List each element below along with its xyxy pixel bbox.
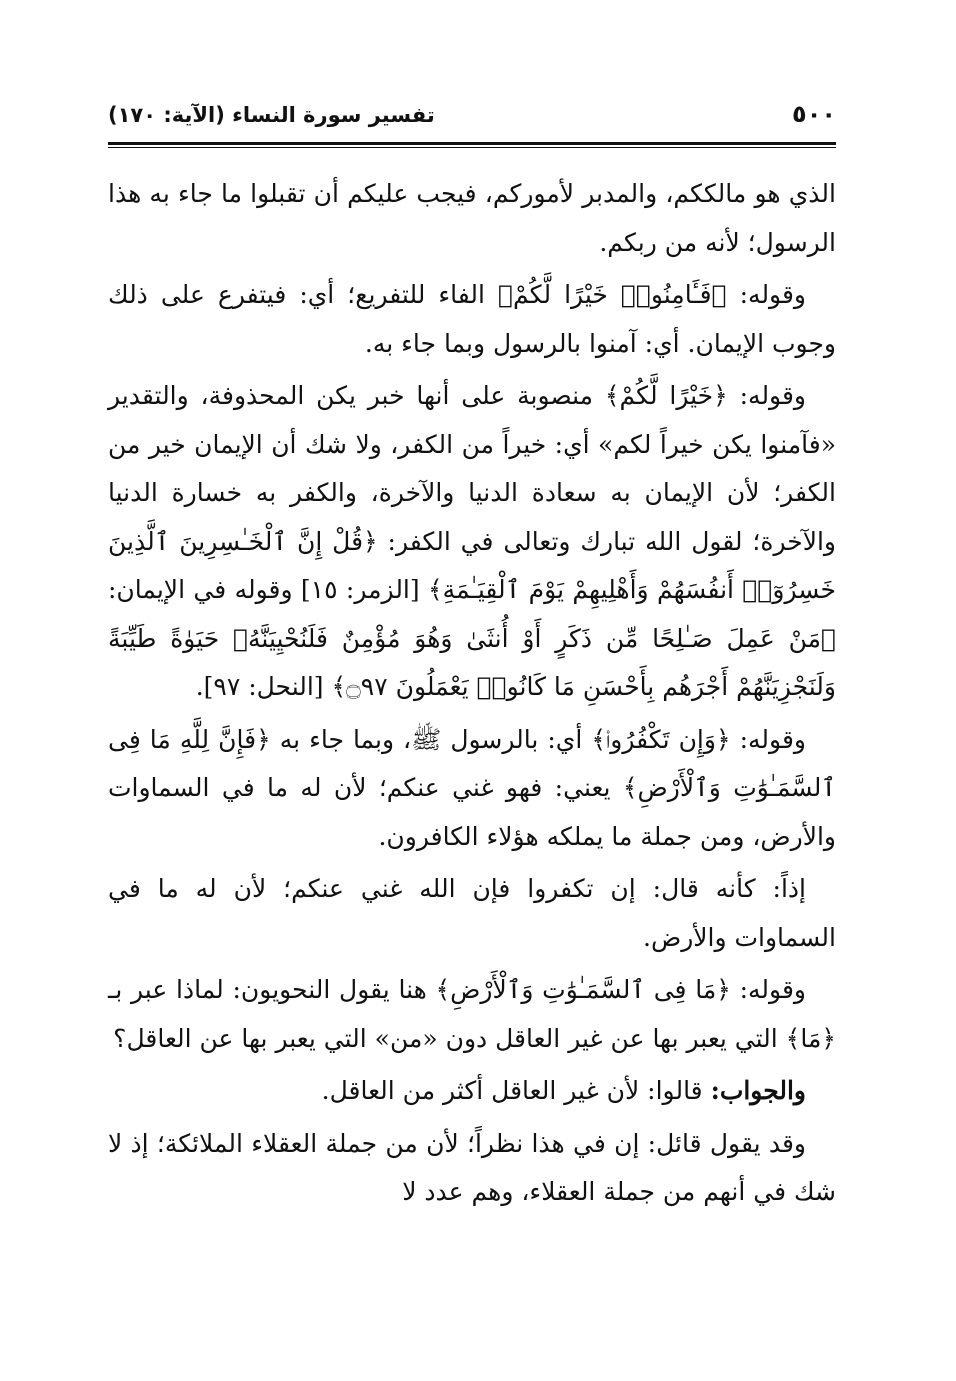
paragraph-8: وقد يقول قائل: إن في هذا نظراً؛ لأن من جملة العقلاء الملائكة؛ إذ لا شك في أنهم من جملة العقلاء، وهم عدد لا <box>108 1128 836 1206</box>
paragraph-1: الذي هو مالككم، والمدبر لأموركم، فيجب عليكم أن تقبلوا ما جاء به هذا الرسول؛ لأنه من ربكم. <box>108 179 836 257</box>
paragraph-3: وقوله: ﴿خَيْرًا لَّكُمْ﴾ منصوبة على أنها خبر يكن المحذوفة، والتقدير «فآمنوا يكن خيراً لكم» أي: خيراً من الكفر، ولا شك أن الإيمان خير من الكفر؛ لأن الإيمان به سعادة الدنيا والآخرة، والكفر به خسارة الدنيا والآخرة؛ لقول الله تبارك وتعالى في الكفر: ﴿قُلْ إِنَّ ٱلْخَـٰسِرِينَ ٱلَّذِينَ خَسِرُوٓا۟ أَنفُسَهُمْ وَأَهْلِيهِمْ يَوْمَ ٱلْقِيَـٰمَةِ﴾ [الزمر: ١٥] وقوله في الإيمان: ﴿مَنْ عَمِلَ صَـٰلِحًا مِّن ذَكَرٍ أَوْ أُنثَىٰ وَهُوَ مُؤْمِنٌ فَلَنُحْيِيَنَّهُۥ حَيَوٰةً طَيِّبَةً وَلَنَجْزِيَنَّهُمْ أَجْرَهُم بِأَحْسَنِ مَا كَانُوا۟ يَعْمَلُونَ ۝٩٧﴾ [النحل: ٩٧]. <box>108 381 836 701</box>
page-number: ٥٠٠ <box>792 100 836 128</box>
answer-label: والجواب: <box>710 1076 806 1105</box>
paragraph-2: وقوله: ﴿فَـَٔامِنُوا۟ خَيْرًا لَّكُمْ﴾ الفاء للتفريع؛ أي: فيتفرع على ذلك وجوب الإيمان. أي: آمنوا بالرسول وبما جاء به. <box>108 280 836 358</box>
paragraph-answer <box>108 1067 836 1116</box>
paragraph-6: وقوله: ﴿مَا فِى ٱلسَّمَـٰوَٰتِ وَٱلْأَرْضِ﴾ هنا يقول النحويون: لماذا عبر بـ ﴿مَا﴾ التي يعبر بها عن غير العاقل دون «من» التي يعبر بها عن العاقل؟ <box>108 975 836 1053</box>
page-body <box>108 170 836 1217</box>
book-page <box>108 100 836 1221</box>
header-divider <box>108 142 836 148</box>
paragraph-4: وقوله: ﴿وَإِن تَكْفُرُوا۟﴾ أي: بالرسول ﷺ، وبما جاء به ﴿فَإِنَّ لِلَّهِ مَا فِى ٱلسَّمَـٰوَٰتِ وَٱلْأَرْضِ﴾ يعني: فهو غني عنكم؛ لأن له ما في السماوات والأرض، ومن جملة ما يملكه هؤلاء الكافرون. <box>108 724 836 851</box>
answer-text: قالوا: لأن غير العاقل أكثر من العاقل. <box>321 1076 703 1105</box>
paragraph-5: إذاً: كأنه قال: إن تكفروا فإن الله غني عنكم؛ لأن له ما في السماوات والأرض. <box>108 874 836 952</box>
running-title: تفسير سورة النساء (الآية: ١٧٠) <box>108 103 435 127</box>
page-header <box>108 100 836 136</box>
